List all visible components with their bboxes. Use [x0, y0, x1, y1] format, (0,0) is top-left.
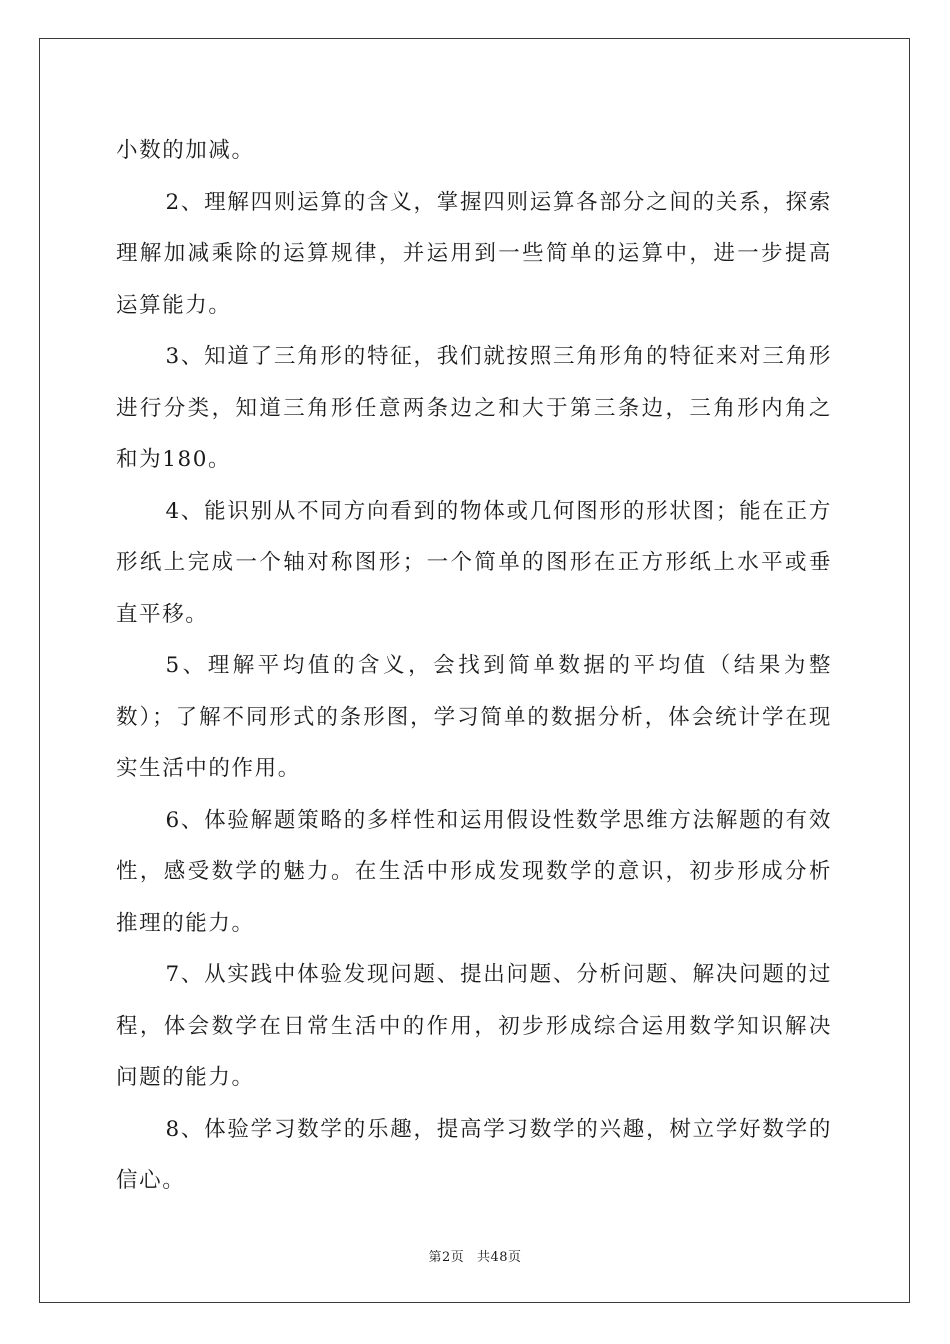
paragraph-continuation: 小数的加减。	[116, 138, 255, 163]
paragraph-item-7: 7、从实践中体验发现问题、提出问题、分析问题、解决问题的过程，体会数学在日常生活中的作用，初步形成综合运用数学知识解决问题的能力。	[116, 962, 832, 1090]
total-pages: 共48页	[476, 1250, 522, 1265]
document-body	[116, 125, 832, 1207]
paragraph-item-3: 3、知道了三角形的特征，我们就按照三角形角的特征来对三角形进行分类，知道三角形任意两条边之和大于第三条边，三角形内角之和为180。	[116, 344, 832, 472]
paragraph-item-8: 8、体验学习数学的乐趣，提高学习数学的兴趣，树立学好数学的信心。	[116, 1116, 832, 1193]
paragraph-item-2: 2、理解四则运算的含义，掌握四则运算各部分之间的关系，探索理解加减乘除的运算规律，并运用到一些简单的运算中，进一步提高运算能力。	[116, 189, 832, 318]
paragraph-item-6: 6、体验解题策略的多样性和运用假设性数学思维方法解题的有效性，感受数学的魅力。在生活中形成发现数学的意识，初步形成分析推理的能力。	[116, 807, 832, 936]
page-number: 第2页	[428, 1250, 465, 1265]
page-footer	[0, 1246, 950, 1265]
paragraph-item-5: 5、理解平均值的含义，会找到简单数据的平均值（结果为整数）；了解不同形式的条形图，学习简单的数据分析，体会统计学在现实生活中的作用。	[116, 653, 832, 781]
paragraph-item-4: 4、能识别从不同方向看到的物体或几何图形的形状图；能在正方形纸上完成一个轴对称图形；一个简单的图形在正方形纸上水平或垂直平移。	[116, 498, 832, 627]
